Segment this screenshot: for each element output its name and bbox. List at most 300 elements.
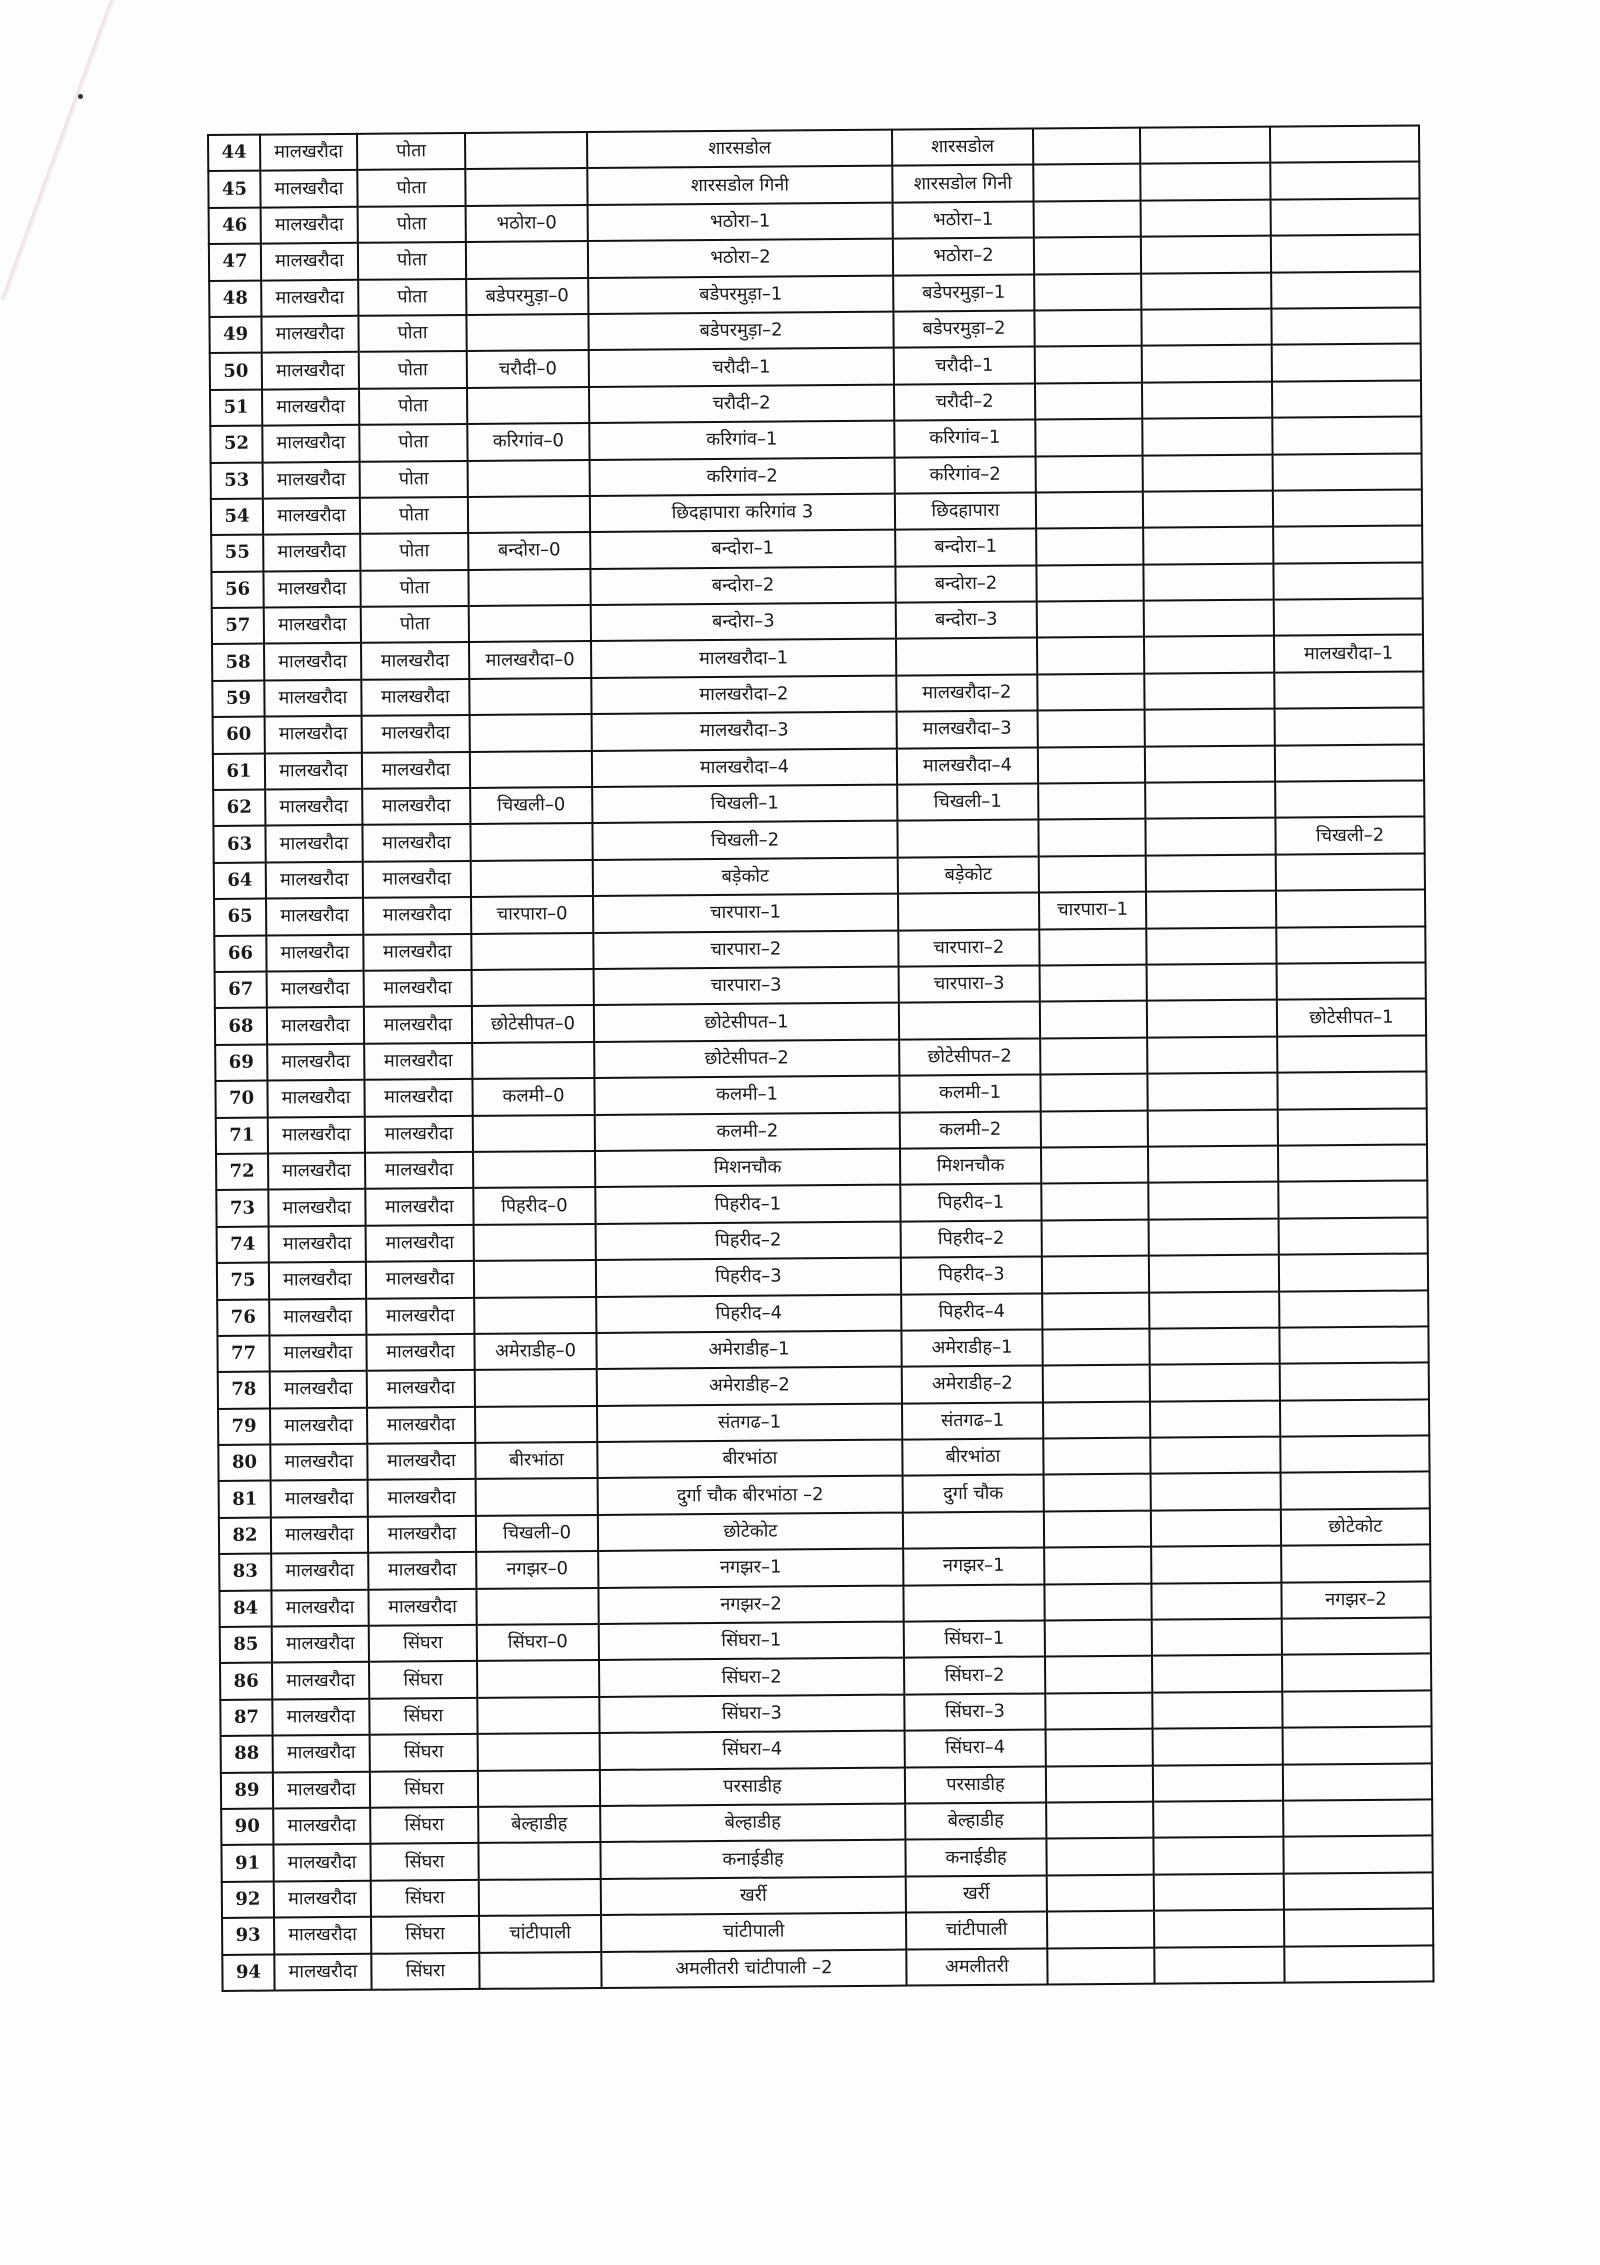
zero-station-cell: चिखली–0 — [470, 787, 592, 824]
col8-cell — [1153, 1764, 1283, 1801]
col9-cell — [1273, 526, 1422, 564]
serial-number: 68 — [215, 1008, 267, 1045]
col9-cell — [1277, 962, 1426, 1000]
sector-cell: पोता — [359, 388, 467, 425]
col8-cell — [1143, 491, 1273, 528]
col6-cell: बन्दोरा–1 — [895, 529, 1036, 566]
col7-cell — [1035, 382, 1142, 419]
col8-cell — [1143, 454, 1273, 491]
zero-station-cell — [471, 860, 593, 897]
block-cell: मालखरौदा — [269, 1226, 366, 1263]
block-cell: मालखरौदा — [271, 1589, 368, 1626]
col7-cell — [1041, 1183, 1148, 1220]
sector-cell: मालखरौदा — [366, 1297, 474, 1334]
block-cell: मालखरौदा — [273, 1735, 370, 1772]
col7-cell — [1041, 1147, 1148, 1184]
sector-cell: पोता — [358, 315, 466, 352]
station-name-cell: मालखरौदा–3 — [592, 712, 897, 751]
col8-cell — [1145, 709, 1275, 746]
block-cell: मालखरौदा — [273, 1808, 370, 1845]
station-name-cell: करिगांव–2 — [590, 457, 895, 496]
station-name-cell: बन्दोरा–2 — [590, 566, 895, 605]
col6-cell: सिंघरा–4 — [905, 1730, 1046, 1767]
station-name-cell: मिशनचौक — [595, 1149, 900, 1188]
station-name-cell: कलमी–2 — [595, 1112, 900, 1151]
col9-cell — [1281, 1545, 1430, 1583]
col8-cell — [1148, 1109, 1278, 1146]
col9-cell — [1275, 708, 1424, 746]
block-cell: मालखरौदा — [266, 862, 363, 899]
sector-cell: मालखरौदा — [366, 1225, 474, 1262]
col8-cell — [1150, 1437, 1280, 1474]
block-cell: मालखरौदा — [274, 1881, 371, 1918]
sector-cell: मालखरौदा — [362, 824, 470, 861]
col6-cell: बडेपरमुड़ा–1 — [893, 274, 1034, 311]
sector-cell: मालखरौदा — [365, 1188, 473, 1225]
serial-number: 85 — [220, 1627, 272, 1664]
col8-cell — [1141, 309, 1271, 346]
zero-station-cell — [468, 460, 590, 497]
station-name-cell: बेल्हाडीह — [600, 1804, 905, 1843]
col6-cell: चरौदी–2 — [894, 383, 1035, 420]
block-cell: मालखरौदा — [269, 1298, 366, 1335]
serial-number: 88 — [221, 1736, 273, 1773]
col7-cell — [1043, 1401, 1150, 1438]
zero-station-cell: बेल्हाडीह — [478, 1806, 600, 1843]
col7-cell — [1036, 528, 1143, 565]
serial-number: 91 — [221, 1845, 273, 1882]
col8-cell — [1147, 1036, 1277, 1073]
station-name-cell: बडेपरमुड़ा–2 — [588, 312, 893, 351]
col9-cell — [1271, 198, 1420, 236]
col8-cell — [1150, 1364, 1280, 1401]
zero-station-cell — [474, 1296, 596, 1333]
zero-station-cell — [476, 1588, 598, 1625]
sector-cell: मालखरौदा — [367, 1443, 475, 1480]
serial-number: 90 — [221, 1809, 273, 1846]
col7-cell — [1042, 1292, 1149, 1329]
col6-cell: चरौदी–1 — [894, 347, 1035, 384]
col7-cell — [1033, 128, 1140, 165]
col8-cell — [1153, 1728, 1283, 1765]
col6-cell: अमेराडीह–2 — [902, 1366, 1043, 1403]
col8-cell — [1149, 1291, 1279, 1328]
zero-station-cell — [465, 168, 587, 205]
sector-cell: मालखरौदा — [362, 752, 470, 789]
station-name-cell: बन्दोरा–3 — [591, 603, 896, 642]
col7-cell — [1034, 200, 1141, 237]
sector-cell: सिंघरा — [370, 1807, 478, 1844]
serial-number: 87 — [220, 1699, 272, 1736]
sector-cell: मालखरौदा — [367, 1407, 475, 1444]
block-cell: मालखरौदा — [269, 1335, 366, 1372]
station-name-cell: छोटेकोट — [598, 1512, 903, 1551]
col6-cell: मिशनचौक — [900, 1147, 1041, 1184]
sector-cell: मालखरौदा — [361, 679, 469, 716]
col9-cell — [1275, 780, 1424, 818]
station-name-cell: चारपारा–2 — [593, 930, 898, 969]
col9-cell — [1280, 1436, 1429, 1474]
col9-cell: चिखली–2 — [1275, 817, 1424, 855]
block-cell: मालखरौदा — [267, 1007, 364, 1044]
zero-station-cell: छोटेसीपत–0 — [472, 1005, 594, 1042]
col7-cell — [1046, 1802, 1153, 1839]
block-cell: मालखरौदा — [270, 1444, 367, 1481]
serial-number: 79 — [218, 1408, 270, 1445]
sector-cell: सिंघरा — [371, 1952, 479, 1989]
block-cell: मालखरौदा — [274, 1953, 371, 1990]
col6-cell: मालखरौदा–2 — [896, 674, 1037, 711]
zero-station-cell — [476, 1478, 598, 1515]
col7-cell — [1034, 273, 1141, 310]
col8-cell — [1140, 163, 1270, 200]
sector-cell: मालखरौदा — [363, 934, 471, 971]
sector-cell: पोता — [360, 460, 468, 497]
sector-cell: मालखरौदा — [365, 1152, 473, 1189]
sector-cell: सिंघरा — [370, 1843, 478, 1880]
col6-cell: करिगांव–1 — [894, 420, 1035, 457]
col9-cell: नगझर–2 — [1281, 1581, 1430, 1619]
station-name-cell: बडेपरमुड़ा–1 — [588, 275, 893, 314]
col6-cell — [896, 638, 1037, 675]
serial-number: 55 — [211, 535, 263, 572]
zero-station-cell: सिंघरा–0 — [477, 1624, 599, 1661]
zero-station-cell: अमेराडीह–0 — [474, 1333, 596, 1370]
station-name-cell: शारसडोल गिनी — [587, 166, 892, 205]
zero-station-cell: चिखली–0 — [476, 1515, 598, 1552]
col8-cell — [1146, 927, 1276, 964]
col8-cell — [1145, 782, 1275, 819]
zero-station-cell — [478, 1770, 600, 1807]
col9-cell — [1270, 162, 1419, 200]
col8-cell — [1143, 527, 1273, 564]
sector-cell: मालखरौदा — [364, 1043, 472, 1080]
block-cell: मालखरौदा — [262, 425, 359, 462]
col9-cell — [1283, 1799, 1432, 1837]
serial-number: 61 — [213, 753, 265, 790]
col9-cell — [1272, 344, 1421, 382]
zero-station-cell: बन्दोरा–0 — [468, 532, 590, 569]
col6-cell: मालखरौदा–3 — [897, 711, 1038, 748]
col7-cell — [1042, 1256, 1149, 1293]
col6-cell: छिदहापारा — [895, 492, 1036, 529]
col9-cell — [1273, 562, 1422, 600]
zero-station-cell — [475, 1406, 597, 1443]
col9-cell — [1278, 1108, 1427, 1146]
col7-cell — [1036, 455, 1143, 492]
col8-cell — [1140, 127, 1270, 164]
col7-cell — [1043, 1365, 1150, 1402]
col8-cell — [1146, 854, 1276, 891]
col9-cell — [1279, 1217, 1428, 1255]
col6-cell: भठोरा–1 — [893, 201, 1034, 238]
col9-cell — [1272, 380, 1421, 418]
col7-cell — [1045, 1656, 1152, 1693]
serial-number: 47 — [209, 244, 261, 281]
col8-cell — [1154, 1946, 1284, 1983]
serial-number: 53 — [211, 462, 263, 499]
block-cell: मालखरौदा — [272, 1699, 369, 1736]
serial-number: 82 — [219, 1517, 271, 1554]
col6-cell: अमेराडीह–1 — [901, 1329, 1042, 1366]
sector-cell: मालखरौदा — [368, 1589, 476, 1626]
block-cell: मालखरौदा — [261, 243, 358, 280]
block-cell: मालखरौदा — [260, 134, 357, 171]
col7-cell — [1046, 1765, 1153, 1802]
zero-station-cell: करिगांव–0 — [467, 423, 589, 460]
station-name-cell: चारपारा–3 — [594, 967, 899, 1006]
station-name-cell: सिंघरा–3 — [599, 1694, 904, 1733]
serial-number: 44 — [208, 135, 260, 172]
col9-cell — [1279, 1326, 1428, 1364]
col7-cell — [1042, 1329, 1149, 1366]
col8-cell — [1149, 1218, 1279, 1255]
zero-station-cell — [473, 1151, 595, 1188]
col8-cell — [1151, 1473, 1281, 1510]
col6-cell: बेल्हाडीह — [905, 1802, 1046, 1839]
block-cell: मालखरौदा — [266, 898, 363, 935]
serial-number: 58 — [212, 644, 264, 681]
scan-edge-shadow — [1, 0, 116, 300]
col7-cell — [1035, 419, 1142, 456]
block-cell: मालखरौदा — [273, 1844, 370, 1881]
col7-cell — [1036, 492, 1143, 529]
col8-cell — [1145, 818, 1275, 855]
col9-cell — [1284, 1909, 1433, 1947]
col6-cell: चिखली–1 — [897, 784, 1038, 821]
col9-cell — [1273, 489, 1422, 527]
col7-cell — [1045, 1692, 1152, 1729]
col9-cell: मालखरौदा–1 — [1274, 635, 1423, 673]
station-name-cell: खर्री — [601, 1876, 906, 1915]
block-cell: मालखरौदा — [261, 279, 358, 316]
col9-cell — [1275, 744, 1424, 782]
station-name-cell: शारसडोल — [587, 130, 892, 169]
block-cell: मालखरौदा — [268, 1153, 365, 1190]
sector-cell: मालखरौदा — [364, 1006, 472, 1043]
col6-cell: सिंघरा–1 — [904, 1620, 1045, 1657]
station-name-cell: नगझर–1 — [598, 1549, 903, 1588]
col6-cell: भठोरा–2 — [893, 238, 1034, 275]
block-cell: मालखरौदा — [262, 389, 359, 426]
station-name-cell: बीरभांठा — [597, 1440, 902, 1479]
col8-cell — [1144, 600, 1274, 637]
col9-cell — [1283, 1763, 1432, 1801]
col9-cell — [1282, 1617, 1431, 1655]
col9-cell — [1280, 1399, 1429, 1437]
col8-cell — [1149, 1328, 1279, 1365]
col6-cell: करिगांव–2 — [895, 456, 1036, 493]
col9-cell — [1271, 307, 1420, 345]
col7-cell — [1044, 1474, 1151, 1511]
station-name-cell: छोटेसीपत–1 — [594, 1003, 899, 1042]
col8-cell — [1151, 1582, 1281, 1619]
zero-station-cell: चरौदी–0 — [467, 350, 589, 387]
col9-cell — [1282, 1654, 1431, 1692]
sector-cell: मालखरौदा — [366, 1261, 474, 1298]
station-name-cell: चिखली–1 — [592, 785, 897, 824]
block-cell: मालखरौदा — [272, 1662, 369, 1699]
sector-cell: मालखरौदा — [363, 861, 471, 898]
sector-cell: मालखरौदा — [368, 1479, 476, 1516]
sector-cell: सिंघरा — [370, 1771, 478, 1808]
col7-cell — [1047, 1874, 1154, 1911]
col9-cell: छोटेकोट — [1281, 1508, 1430, 1546]
col8-cell — [1142, 345, 1272, 382]
zero-station-cell — [466, 314, 588, 351]
col9-cell — [1276, 926, 1425, 964]
col6-cell: खर्री — [906, 1875, 1047, 1912]
serial-number: 78 — [218, 1372, 270, 1409]
block-cell: मालखरौदा — [263, 498, 360, 535]
col7-cell — [1037, 601, 1144, 638]
sector-cell: पोता — [358, 242, 466, 279]
serial-number: 92 — [222, 1881, 274, 1918]
serial-number: 86 — [220, 1663, 272, 1700]
col9-cell — [1276, 853, 1425, 891]
zero-station-cell — [469, 605, 591, 642]
zero-station-cell — [478, 1733, 600, 1770]
sector-cell: सिंघरा — [369, 1625, 477, 1662]
block-cell: मालखरौदा — [264, 607, 361, 644]
station-name-cell: मालखरौदा–2 — [591, 675, 896, 714]
col7-cell — [1044, 1510, 1151, 1547]
col7-cell — [1038, 710, 1145, 747]
col7-cell — [1040, 1074, 1147, 1111]
col7-cell — [1038, 819, 1145, 856]
col8-cell — [1146, 891, 1276, 928]
col7-cell — [1043, 1438, 1150, 1475]
sector-cell: पोता — [360, 570, 468, 607]
block-cell: मालखरौदा — [263, 570, 360, 607]
zero-station-cell — [479, 1879, 601, 1916]
station-name-cell: करिगांव–1 — [589, 421, 894, 460]
col9-cell — [1277, 1035, 1426, 1073]
col6-cell: नगझर–1 — [903, 1548, 1044, 1585]
sector-cell: सिंघरा — [371, 1880, 479, 1917]
col7-cell — [1040, 965, 1147, 1002]
zero-station-cell — [470, 751, 592, 788]
col7-cell — [1038, 746, 1145, 783]
serial-number: 59 — [212, 680, 264, 717]
zero-station-cell — [477, 1697, 599, 1734]
serial-number: 48 — [209, 280, 261, 317]
col6-cell — [903, 1584, 1044, 1621]
block-cell: मालखरौदा — [270, 1371, 367, 1408]
station-name-cell: छिदहापारा करिगांव 3 — [590, 494, 895, 533]
station-name-cell: सिंघरा–2 — [599, 1658, 904, 1697]
col7-cell — [1046, 1838, 1153, 1875]
block-cell: मालखरौदा — [266, 934, 363, 971]
block-cell: मालखरौदा — [263, 534, 360, 571]
serial-number: 75 — [217, 1263, 269, 1300]
block-cell: मालखरौदा — [273, 1771, 370, 1808]
station-name-cell: बन्दोरा–1 — [590, 530, 895, 569]
station-name-cell: अमेराडीह–1 — [596, 1330, 901, 1369]
col6-cell: चारपारा–2 — [898, 929, 1039, 966]
station-name-cell: भठोरा–1 — [588, 202, 893, 241]
col9-cell — [1274, 599, 1423, 637]
col6-cell: संतगढ–1 — [902, 1402, 1043, 1439]
zero-station-cell — [468, 569, 590, 606]
col6-cell: पिहरीद–2 — [901, 1220, 1042, 1257]
col8-cell — [1147, 1073, 1277, 1110]
col8-cell — [1141, 199, 1271, 236]
col6-cell — [898, 893, 1039, 930]
station-name-cell: बड़ेकोट — [593, 857, 898, 896]
zero-station-cell — [465, 132, 587, 169]
col8-cell — [1147, 964, 1277, 1001]
col8-cell — [1143, 563, 1273, 600]
station-name-cell: सिंघरा–4 — [600, 1731, 905, 1770]
serial-number: 83 — [219, 1554, 271, 1591]
col6-cell: दुर्गा चौक — [903, 1475, 1044, 1512]
serial-number: 71 — [216, 1117, 268, 1154]
col7-cell — [1036, 564, 1143, 601]
sector-cell: मालखरौदा — [362, 788, 470, 825]
block-cell: मालखरौदा — [261, 207, 358, 244]
col9-cell — [1282, 1690, 1431, 1728]
sector-cell: पोता — [361, 606, 469, 643]
col8-cell — [1153, 1837, 1283, 1874]
col9-cell — [1278, 1144, 1427, 1182]
sector-cell: सिंघरा — [369, 1661, 477, 1698]
serial-number: 70 — [215, 1081, 267, 1118]
sector-cell: मालखरौदा — [362, 715, 470, 752]
col9-cell: छोटेसीपत–1 — [1277, 999, 1426, 1037]
sector-cell: मालखरौदा — [364, 970, 472, 1007]
col7-cell — [1045, 1620, 1152, 1657]
serial-number: 89 — [221, 1772, 273, 1809]
zero-station-cell: बीरभांठा — [475, 1442, 597, 1479]
block-cell: मालखरौदा — [265, 752, 362, 789]
col7-cell — [1041, 1110, 1148, 1147]
col8-cell — [1144, 672, 1274, 709]
col7-cell — [1040, 1001, 1147, 1038]
station-name-cell: पिहरीद–4 — [596, 1294, 901, 1333]
serial-number: 46 — [209, 207, 261, 244]
zero-station-cell: नगझर–0 — [476, 1551, 598, 1588]
col8-cell — [1141, 236, 1271, 273]
serial-number: 93 — [222, 1918, 274, 1955]
col6-cell: कनाईडीह — [905, 1839, 1046, 1876]
block-cell: मालखरौदा — [264, 643, 361, 680]
zero-station-cell — [471, 933, 593, 970]
col6-cell: बीरभांठा — [902, 1439, 1043, 1476]
block-cell: मालखरौदा — [270, 1407, 367, 1444]
col8-cell — [1149, 1255, 1279, 1292]
col9-cell — [1273, 453, 1422, 491]
col9-cell — [1277, 1072, 1426, 1110]
sector-cell: सिंघरा — [371, 1916, 479, 1953]
zero-station-cell: कलमी–0 — [472, 1078, 594, 1115]
zero-station-cell: बडेपरमुड़ा–0 — [466, 278, 588, 315]
serial-number: 56 — [211, 571, 263, 608]
station-name-cell: पिहरीद–3 — [596, 1258, 901, 1297]
sector-cell: पोता — [359, 351, 467, 388]
block-cell: मालखरौदा — [271, 1553, 368, 1590]
col8-cell — [1154, 1910, 1284, 1947]
zero-station-cell — [470, 823, 592, 860]
block-cell: मालखरौदा — [265, 716, 362, 753]
sector-cell: सिंघरा — [369, 1698, 477, 1735]
block-cell: मालखरौदा — [264, 680, 361, 717]
col9-cell — [1283, 1836, 1432, 1874]
col6-cell: मालखरौदा–4 — [897, 747, 1038, 784]
col8-cell — [1145, 745, 1275, 782]
station-name-cell: छोटेसीपत–2 — [594, 1039, 899, 1078]
col8-cell — [1142, 381, 1272, 418]
